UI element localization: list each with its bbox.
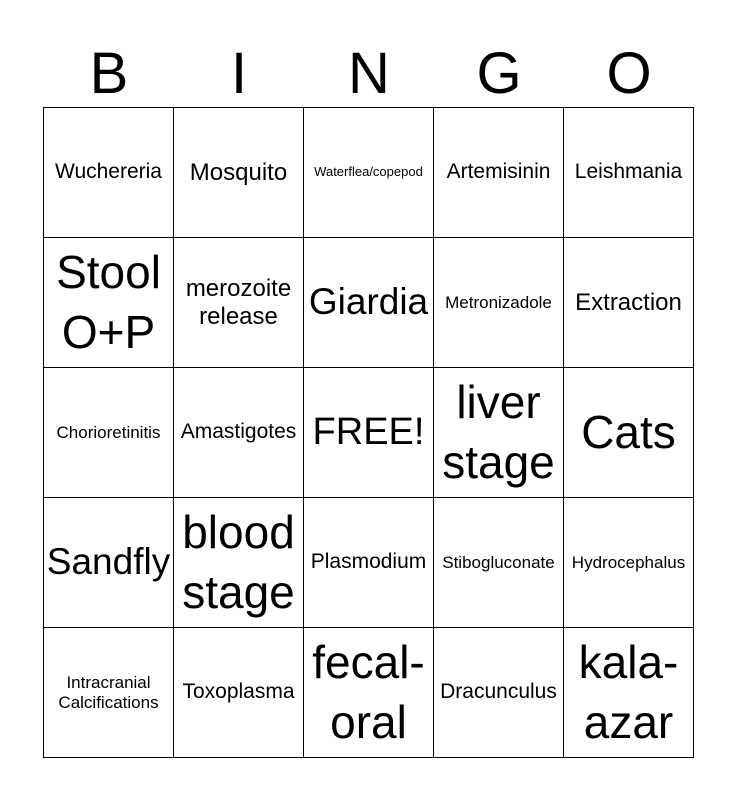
bingo-cell: merozoite release (174, 238, 304, 368)
bingo-cell: Mosquito (174, 108, 304, 238)
free-space-cell: FREE! (304, 368, 434, 498)
bingo-cell: Sandfly (44, 498, 174, 628)
bingo-cell: Intracranial Calcifications (44, 628, 174, 758)
bingo-cell: Stool O+P (44, 238, 174, 368)
header-letter-n: N (348, 41, 390, 106)
bingo-cell: blood stage (174, 498, 304, 628)
bingo-cell: Leishmania (564, 108, 694, 238)
bingo-cell: Amastigotes (174, 368, 304, 498)
bingo-cell: Artemisinin (434, 108, 564, 238)
bingo-cell: liver stage (434, 368, 564, 498)
header-letter-g: G (476, 41, 522, 106)
bingo-cell: Giardia (304, 238, 434, 368)
header-letter-o: O (606, 41, 652, 106)
bingo-cell: Stibogluconate (434, 498, 564, 628)
bingo-cell: Wuchereria (44, 108, 174, 238)
bingo-cell: Extraction (564, 238, 694, 368)
bingo-header (44, 40, 694, 108)
bingo-cell: Cats (564, 368, 694, 498)
bingo-cell: Toxoplasma (174, 628, 304, 758)
bingo-cell: Dracunculus (434, 628, 564, 758)
bingo-cell: kala-azar (564, 628, 694, 758)
bingo-cell: Metronizadole (434, 238, 564, 368)
bingo-cell: Plasmodium (304, 498, 434, 628)
header-letter-i: I (230, 41, 248, 106)
bingo-cell: Waterflea/copepod (304, 108, 434, 238)
bingo-cell: Chorioretinitis (44, 368, 174, 498)
bingo-cell: Hydrocephalus (564, 498, 694, 628)
bingo-board (43, 107, 694, 758)
bingo-cell: fecal-oral (304, 628, 434, 758)
header-letter-b: B (89, 41, 129, 106)
